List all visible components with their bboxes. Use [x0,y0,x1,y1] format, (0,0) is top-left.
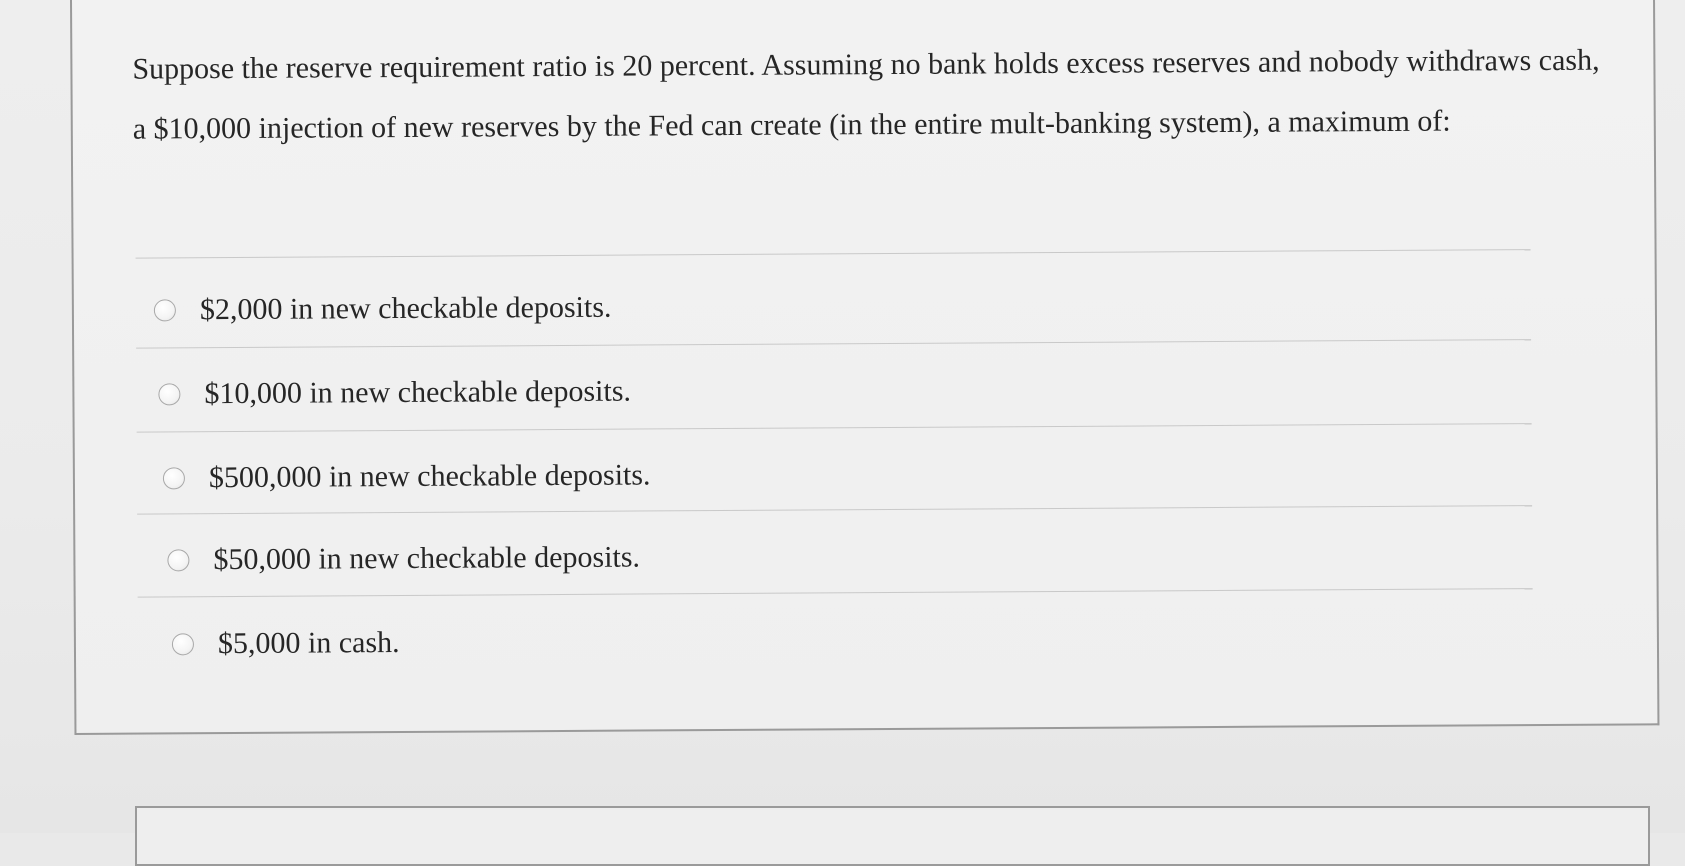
answer-option-5[interactable] [172,626,400,661]
answer-option-label: $5,000 in cash. [217,625,400,661]
answer-option-3[interactable] [163,458,651,495]
radio-button[interactable] [167,549,189,571]
divider [138,588,1533,598]
divider [137,423,1532,433]
answer-option-label: $500,000 in new checkable deposits. [208,458,651,495]
radio-button[interactable] [158,383,180,405]
next-question-card [135,806,1650,866]
divider [137,505,1532,515]
answer-option-label: $2,000 in new checkable deposits. [199,290,612,327]
divider [136,339,1531,349]
radio-button[interactable] [172,633,194,655]
answer-option-2[interactable] [158,375,631,412]
divider [136,249,1531,259]
answer-option-label: $50,000 in new checkable deposits. [213,540,641,577]
answer-option-label: $10,000 in new checkable deposits. [204,374,632,411]
answer-option-1[interactable] [154,291,612,328]
question-prompt: Suppose the reserve requirement ratio is 20 percent. Assuming no bank holds excess reserves and nobody withdraws cash, a $10,000 injection of new reserves by the Fed can create (in the entire mult-banking system), a maximum of: [132,43,1600,146]
answer-option-4[interactable] [167,541,640,578]
radio-button[interactable] [163,467,185,489]
question-card [70,0,1659,735]
radio-button[interactable] [154,299,176,321]
